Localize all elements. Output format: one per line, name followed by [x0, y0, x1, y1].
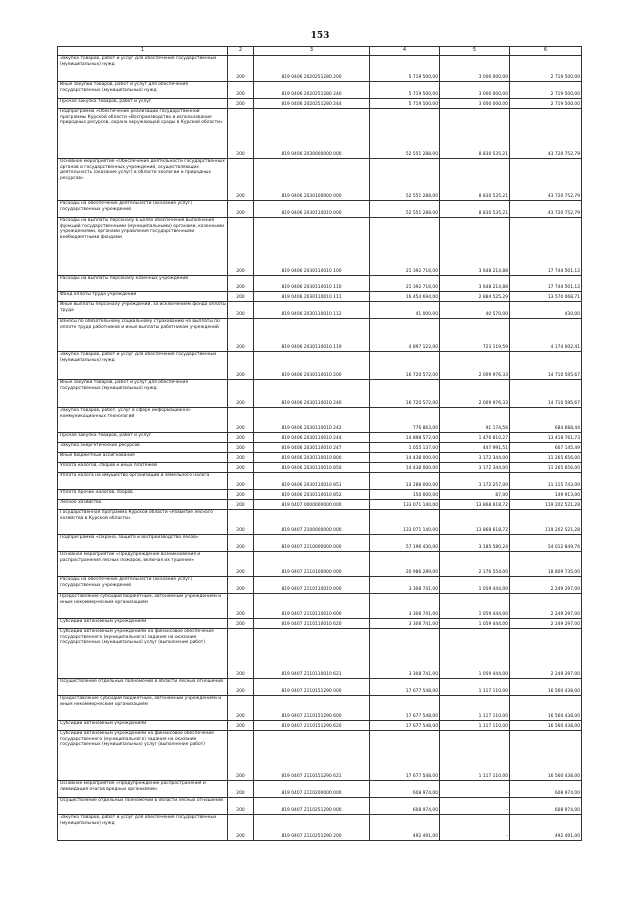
- row-rest-amount: 2 719 500,00: [510, 99, 582, 109]
- row-plan-amount: 17 677 548,00: [370, 731, 440, 781]
- table-row: [58, 56, 582, 82]
- row-code: 200: [228, 535, 254, 552]
- row-fact-amount: 3 185 580,24: [440, 535, 510, 552]
- row-plan-amount: 57 196 430,00: [370, 535, 440, 552]
- row-rest-amount: 2 249 297,00: [510, 619, 582, 629]
- table-row: [58, 380, 582, 408]
- row-code: 200: [228, 619, 254, 629]
- row-kbk: 819 0406 2030110010 800: [254, 453, 370, 463]
- row-kbk: 819 0407 2110251290 000: [254, 798, 370, 815]
- row-fact-amount: 2 884 525,29: [440, 292, 510, 302]
- row-kbk: 819 0407 2110110010 000: [254, 577, 370, 594]
- row-rest-amount: 2 249 297,00: [510, 629, 582, 679]
- row-kbk: 819 0406 2030110010 852: [254, 490, 370, 500]
- column-number: 3: [254, 47, 370, 56]
- row-name: Субсидии автономным учреждениям: [58, 619, 228, 629]
- row-rest-amount: 608 974,00: [510, 781, 582, 798]
- row-kbk: 819 0407 2110151290 000: [254, 679, 370, 696]
- row-rest-amount: 684 688,44: [510, 408, 582, 433]
- row-fact-amount: 2 009 976,33: [440, 380, 510, 408]
- row-code: 200: [228, 218, 254, 276]
- table-row: [58, 577, 582, 594]
- row-kbk: 819 0407 2110151290 620: [254, 721, 370, 731]
- row-plan-amount: 16 720 572,00: [370, 380, 440, 408]
- row-kbk: 819 0406 2030110010 100: [254, 218, 370, 276]
- row-plan-amount: 3 308 741,00: [370, 577, 440, 594]
- row-plan-amount: 608 974,00: [370, 798, 440, 815]
- row-code: 200: [228, 380, 254, 408]
- row-code: 200: [228, 319, 254, 352]
- table-row: [58, 731, 582, 781]
- row-rest-amount: 119 202 521,28: [510, 510, 582, 535]
- row-name: Расходы на обеспечение деятельности (оказание услуг) государственных учреждений: [58, 577, 228, 594]
- row-fact-amount: -: [440, 815, 510, 841]
- table-row: [58, 696, 582, 721]
- row-rest-amount: 17 744 501,12: [510, 276, 582, 292]
- row-fact-amount: 1 470 810,27: [440, 433, 510, 443]
- table-row: [58, 490, 582, 500]
- row-name: Подпрограмма «Охрана, защита и воспроизводство лесов»: [58, 535, 228, 552]
- row-rest-amount: 607 145,49: [510, 443, 582, 453]
- row-plan-amount: 150 000,00: [370, 490, 440, 500]
- row-name: Субсидии автономным учреждениям: [58, 721, 228, 731]
- row-plan-amount: 16 720 572,00: [370, 352, 440, 380]
- row-fact-amount: 3 000 000,00: [440, 56, 510, 82]
- row-name: Уплата налога на имущество организаций и земельного налога: [58, 473, 228, 490]
- row-fact-amount: 1 117 110,00: [440, 721, 510, 731]
- row-kbk: 819 0407 2110151290 621: [254, 731, 370, 781]
- row-kbk: 819 0407 2110100000 000: [254, 552, 370, 577]
- row-rest-amount: 16 560 438,00: [510, 696, 582, 721]
- row-rest-amount: 54 012 849,76: [510, 535, 582, 552]
- row-name: Предоставление субсидий бюджетным, автономным учреждениям и иным некоммерческим организациям: [58, 696, 228, 721]
- row-plan-amount: 16 454 694,00: [370, 292, 440, 302]
- row-fact-amount: 1 059 444,00: [440, 577, 510, 594]
- row-code: 200: [228, 276, 254, 292]
- row-rest-amount: 18 809 735,00: [510, 552, 582, 577]
- row-name: Прочая закупка товаров, работ и услуг: [58, 99, 228, 109]
- row-plan-amount: 5 719 500,00: [370, 99, 440, 109]
- row-rest-amount: 11 265 656,00: [510, 453, 582, 463]
- row-rest-amount: 11 115 743,00: [510, 473, 582, 490]
- table-row: [58, 276, 582, 292]
- row-rest-amount: 13 418 761,73: [510, 433, 582, 443]
- row-plan-amount: 1 055 137,00: [370, 443, 440, 453]
- row-kbk: 819 0406 2020251280 200: [254, 56, 370, 82]
- row-rest-amount: 608 974,00: [510, 798, 582, 815]
- row-fact-amount: 3 648 214,88: [440, 276, 510, 292]
- table-row: [58, 535, 582, 552]
- table-row: [58, 82, 582, 99]
- row-name: Закупка энергетических ресурсов: [58, 443, 228, 453]
- column-number: 6: [510, 47, 582, 56]
- row-kbk: 819 0407 2110200000 000: [254, 781, 370, 798]
- row-name: Предоставление субсидий бюджетным, автономным учреждениям и иным некоммерческим организациям: [58, 594, 228, 619]
- row-kbk: 819 0406 2030110010 247: [254, 443, 370, 453]
- table-row: [58, 159, 582, 201]
- row-code: 200: [228, 552, 254, 577]
- row-plan-amount: 52 551 288,00: [370, 201, 440, 218]
- page-number: 153: [310, 31, 330, 41]
- row-fact-amount: 13 868 618,72: [440, 500, 510, 510]
- row-plan-amount: 3 308 741,00: [370, 629, 440, 679]
- table-row: [58, 99, 582, 109]
- row-plan-amount: 608 974,00: [370, 781, 440, 798]
- row-code: 200: [228, 594, 254, 619]
- row-kbk: 819 0406 2030110010 200: [254, 352, 370, 380]
- row-plan-amount: 17 677 548,00: [370, 679, 440, 696]
- row-plan-amount: 14 438 000,00: [370, 463, 440, 473]
- row-kbk: 819 0406 2030110010 119: [254, 319, 370, 352]
- row-code: 200: [228, 201, 254, 218]
- row-fact-amount: -: [440, 798, 510, 815]
- table-row: [58, 201, 582, 218]
- row-code: 200: [228, 443, 254, 453]
- row-rest-amount: 2 249 297,00: [510, 577, 582, 594]
- row-kbk: 819 0407 2110110010 620: [254, 619, 370, 629]
- row-name: Лесное хозяйство: [58, 500, 228, 510]
- column-number: 1: [58, 47, 228, 56]
- table-row: [58, 352, 582, 380]
- row-rest-amount: 119 202 521,28: [510, 500, 582, 510]
- row-name: Расходы на выплаты персоналу казенных учреждений: [58, 276, 228, 292]
- row-fact-amount: 2 009 976,33: [440, 352, 510, 380]
- row-plan-amount: 20 986 289,00: [370, 552, 440, 577]
- row-name: Осуществление отдельных полномочий в области лесных отношений: [58, 679, 228, 696]
- row-rest-amount: 2 719 500,00: [510, 56, 582, 82]
- table-row: [58, 500, 582, 510]
- row-name: Закупка товаров, работ, услуг в сфере информационно-коммуникационных технологий: [58, 408, 228, 433]
- row-code: 200: [228, 292, 254, 302]
- row-rest-amount: 43 720 752,79: [510, 159, 582, 201]
- table-row: [58, 443, 582, 453]
- row-rest-amount: 43 720 752,79: [510, 109, 582, 159]
- row-plan-amount: 3 308 741,00: [370, 594, 440, 619]
- row-kbk: 819 0406 2020251280 244: [254, 99, 370, 109]
- row-code: 200: [228, 159, 254, 201]
- row-name: Закупка товаров, работ и услуг для обеспечения государственных (муниципальных) нужд: [58, 352, 228, 380]
- row-name: Фонд оплаты труда учреждений: [58, 292, 228, 302]
- table-row: [58, 679, 582, 696]
- row-rest-amount: 2 719 500,00: [510, 82, 582, 99]
- row-fact-amount: 8 830 535,21: [440, 201, 510, 218]
- row-kbk: 819 0406 2020251280 240: [254, 82, 370, 99]
- table-row: [58, 781, 582, 798]
- row-name: Основное мероприятие «Обеспечение деятельности государственных органов и государственных учреждений, осуществляющих деятельность (оказание услуг) в области экологии и природных ресурсов»: [58, 159, 228, 201]
- table-row: [58, 594, 582, 619]
- row-rest-amount: 149 913,00: [510, 490, 582, 500]
- row-name: Расходы на обеспечение деятельности (оказание услуг) государственных учреждений: [58, 201, 228, 218]
- row-code: 200: [228, 500, 254, 510]
- row-plan-amount: 17 677 548,00: [370, 721, 440, 731]
- row-name: Иные закупки товаров, работ и услуг для обеспечения государственных (муниципальных) нужд: [58, 82, 228, 99]
- row-code: 200: [228, 302, 254, 319]
- row-name: Основное мероприятие «Предупреждение возникновения и распространения лесных пожаров, включая их тушение»: [58, 552, 228, 577]
- table-row: [58, 319, 582, 352]
- row-code: 200: [228, 99, 254, 109]
- row-kbk: 819 0406 2030100000 000: [254, 159, 370, 201]
- row-plan-amount: 4 897 122,00: [370, 319, 440, 352]
- row-fact-amount: 13 868 618,72: [440, 510, 510, 535]
- row-rest-amount: 492 491,00: [510, 815, 582, 841]
- row-fact-amount: 91 174,56: [440, 408, 510, 433]
- row-rest-amount: 2 249 297,00: [510, 594, 582, 619]
- row-plan-amount: 14 438 000,00: [370, 453, 440, 463]
- row-plan-amount: 3 308 741,00: [370, 619, 440, 629]
- column-number: 2: [228, 47, 254, 56]
- row-name: Субсидии автономным учреждениям на финансовое обеспечение государственного (муниципального) задания на оказание государственных (муниципальных) услуг (выполнение работ): [58, 629, 228, 679]
- row-code: 200: [228, 352, 254, 380]
- row-fact-amount: 1 059 444,00: [440, 594, 510, 619]
- row-fact-amount: 3 000 000,00: [440, 99, 510, 109]
- row-plan-amount: 14 288 000,00: [370, 473, 440, 490]
- row-kbk: 819 0407 2110151290 600: [254, 696, 370, 721]
- table-row: [58, 619, 582, 629]
- table-row: [58, 453, 582, 463]
- row-fact-amount: 3 172 344,00: [440, 453, 510, 463]
- row-code: 200: [228, 679, 254, 696]
- row-rest-amount: 17 744 501,12: [510, 218, 582, 276]
- row-fact-amount: 3 648 214,88: [440, 218, 510, 276]
- row-fact-amount: 1 117 110,00: [440, 731, 510, 781]
- row-name: Подпрограмма «Обеспечение реализации государственной программы Курской области «Воспроизводство и использование природных ресурсов, охрана окружающей среды в Курской области»: [58, 109, 228, 159]
- row-fact-amount: 8 830 535,21: [440, 109, 510, 159]
- row-plan-amount: 492 491,00: [370, 815, 440, 841]
- row-rest-amount: 14 710 595,67: [510, 352, 582, 380]
- row-fact-amount: 87,00: [440, 490, 510, 500]
- row-kbk: 819 0407 0000000000 000: [254, 500, 370, 510]
- table-row: [58, 629, 582, 679]
- row-rest-amount: 16 560 438,00: [510, 721, 582, 731]
- table-row: [58, 109, 582, 159]
- row-code: 200: [228, 109, 254, 159]
- row-name: Основное мероприятие «Предупреждение распространения и ликвидация очагов вредных организмов»: [58, 781, 228, 798]
- row-kbk: 819 0406 2030110010 851: [254, 473, 370, 490]
- row-fact-amount: 40 570,00: [440, 302, 510, 319]
- column-number: 5: [440, 47, 510, 56]
- row-plan-amount: 52 551 288,00: [370, 109, 440, 159]
- row-kbk: 819 0406 2030110010 242: [254, 408, 370, 433]
- table-row: [58, 218, 582, 276]
- table-row: [58, 292, 582, 302]
- row-code: 200: [228, 473, 254, 490]
- row-kbk: 819 0406 2030110010 112: [254, 302, 370, 319]
- table-row: [58, 815, 582, 841]
- row-kbk: 819 0407 2110110010 621: [254, 629, 370, 679]
- row-code: 200: [228, 798, 254, 815]
- row-plan-amount: 52 551 288,00: [370, 159, 440, 201]
- budget-execution-table: [57, 46, 582, 841]
- row-kbk: 819 0406 2030110010 110: [254, 276, 370, 292]
- row-kbk: 819 0406 2030000000 000: [254, 109, 370, 159]
- row-code: 200: [228, 721, 254, 731]
- row-fact-amount: 1 059 444,00: [440, 629, 510, 679]
- row-name: Закупка товаров, работ и услуг для обеспечения государственных (муниципальных) нужд: [58, 56, 228, 82]
- table-row: [58, 408, 582, 433]
- table-row: [58, 798, 582, 815]
- row-plan-amount: 133 071 140,00: [370, 510, 440, 535]
- row-rest-amount: 43 720 752,79: [510, 201, 582, 218]
- row-plan-amount: 5 719 500,00: [370, 56, 440, 82]
- row-code: 200: [228, 696, 254, 721]
- row-kbk: 819 0406 2030110010 240: [254, 380, 370, 408]
- row-name: Уплата налогов, сборов и иных платежей: [58, 463, 228, 473]
- table-row: [58, 510, 582, 535]
- row-fact-amount: 1 059 444,00: [440, 619, 510, 629]
- row-code: 200: [228, 463, 254, 473]
- row-kbk: 819 0406 2030110010 111: [254, 292, 370, 302]
- row-kbk: 819 0406 2030110010 244: [254, 433, 370, 443]
- row-kbk: 819 0407 2100000000 000: [254, 510, 370, 535]
- row-name: Осуществление отдельных полномочий в области лесных отношений: [58, 798, 228, 815]
- row-fact-amount: 1 117 110,00: [440, 696, 510, 721]
- row-code: 200: [228, 408, 254, 433]
- row-plan-amount: 776 863,00: [370, 408, 440, 433]
- table-row: [58, 463, 582, 473]
- row-kbk: 819 0407 2110000000 000: [254, 535, 370, 552]
- row-name: Закупка товаров, работ и услуг для обеспечения государственных (муниципальных) нужд: [58, 815, 228, 841]
- column-number: 4: [370, 47, 440, 56]
- row-name: Уплата прочих налогов, сборов: [58, 490, 228, 500]
- row-name: Расходы на выплаты персоналу в целях обеспечения выполнения функций государственными (муниципальными) органами, казенными учреждениями, органами управления государственными внебюджетными фондами: [58, 218, 228, 276]
- row-fact-amount: 3 172 257,00: [440, 473, 510, 490]
- row-rest-amount: 16 560 438,00: [510, 679, 582, 696]
- row-plan-amount: 14 898 572,00: [370, 433, 440, 443]
- row-rest-amount: 430,00: [510, 302, 582, 319]
- row-code: 200: [228, 731, 254, 781]
- row-fact-amount: 723 119,59: [440, 319, 510, 352]
- row-rest-amount: 14 710 595,67: [510, 380, 582, 408]
- row-name: Иные бюджетные ассигнования: [58, 453, 228, 463]
- row-plan-amount: 21 392 716,00: [370, 218, 440, 276]
- row-kbk: 819 0406 2030110010 850: [254, 463, 370, 473]
- row-code: 200: [228, 815, 254, 841]
- table-row: [58, 721, 582, 731]
- row-code: 200: [228, 781, 254, 798]
- table-row: [58, 473, 582, 490]
- row-code: 200: [228, 629, 254, 679]
- row-fact-amount: 3 000 000,00: [440, 82, 510, 99]
- row-name: Прочая закупка товаров, работ и услуг: [58, 433, 228, 443]
- row-rest-amount: 11 265 656,00: [510, 463, 582, 473]
- row-code: 200: [228, 510, 254, 535]
- row-rest-amount: 16 560 438,00: [510, 731, 582, 781]
- row-plan-amount: 5 719 500,00: [370, 82, 440, 99]
- row-name: Субсидии автономным учреждениям на финансовое обеспечение государственного (муниципального) задания на оказание государственных (муниципальных) услуг (выполнение работ): [58, 731, 228, 781]
- row-fact-amount: 2 176 554,00: [440, 552, 510, 577]
- table-row: [58, 302, 582, 319]
- row-fact-amount: -: [440, 781, 510, 798]
- row-plan-amount: 41 000,00: [370, 302, 440, 319]
- column-number-row: [58, 47, 582, 56]
- row-fact-amount: 3 172 344,00: [440, 463, 510, 473]
- row-fact-amount: 447 991,51: [440, 443, 510, 453]
- row-code: 200: [228, 433, 254, 443]
- row-code: 200: [228, 490, 254, 500]
- row-code: 200: [228, 577, 254, 594]
- row-rest-amount: 13 570 068,71: [510, 292, 582, 302]
- row-fact-amount: 1 117 110,00: [440, 679, 510, 696]
- row-plan-amount: 17 677 548,00: [370, 696, 440, 721]
- row-kbk: 819 0406 2030110010 000: [254, 201, 370, 218]
- row-plan-amount: 21 392 716,00: [370, 276, 440, 292]
- row-code: 200: [228, 82, 254, 99]
- row-name: Иные закупки товаров, работ и услуг для обеспечения государственных (муниципальных) нужд: [58, 380, 228, 408]
- row-name: Государственная программа Курской области «Развитие лесного хозяйства в Курской области»: [58, 510, 228, 535]
- row-kbk: 819 0407 2110251290 200: [254, 815, 370, 841]
- row-code: 200: [228, 453, 254, 463]
- row-plan-amount: 133 071 140,00: [370, 500, 440, 510]
- row-rest-amount: 4 174 002,41: [510, 319, 582, 352]
- table-row: [58, 433, 582, 443]
- row-code: 200: [228, 56, 254, 82]
- row-kbk: 819 0407 2110110010 600: [254, 594, 370, 619]
- table-row: [58, 552, 582, 577]
- row-name: Иные выплаты персоналу учреждений, за исключением фонда оплаты труда: [58, 302, 228, 319]
- row-fact-amount: 8 830 535,21: [440, 159, 510, 201]
- row-name: Взносы по обязательному социальному страхованию на выплаты по оплате труда работников и иные выплаты работникам учреждений: [58, 319, 228, 352]
